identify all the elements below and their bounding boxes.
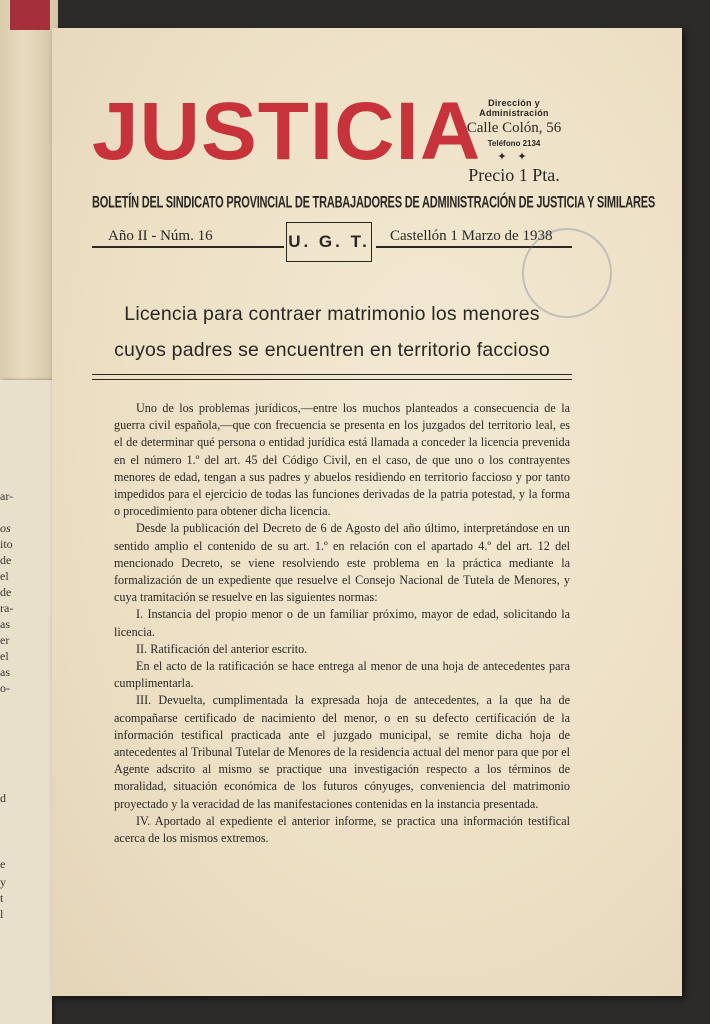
left-fragment: as: [0, 665, 10, 679]
left-fragment: el: [0, 569, 9, 583]
paragraph: III. Devuelta, cumplimentada la expresada hoja de antecedentes, a la que ha de acompañarse certificado de nacimiento del menor, o en su defecto certificación de la información testifical practicada ante el juzgado municipal, se remite dicha hoja de antecedentes al Tribunal Tutelar de Menores de la residencia actual del menor para que por el Agente adscrito al mismo se practique una investigación respecto a los términos de moralidad, situación económica de los futuros cónyuges, conveniencia del matrimonio proyectado y la veracidad de las manifestaciones contenidas en la instancia presentada.: [114, 693, 570, 811]
left-fragment: ar-: [0, 489, 14, 503]
paragraph: II. Ratificación del anterior escrito.: [136, 641, 308, 656]
phone: Teléfono 2134: [487, 139, 541, 148]
left-fragment: os: [0, 521, 11, 535]
paragraph: Uno de los problemas jurídicos,—entre los muchos planteados a consecuencia de la guerra civil española,—que con frecuencia se presenta en los juzgados del territorio leal, es el de determinar qué persona o entidad jurídica está llamada a conceder la licencia prevenida en el número 1.º del art. 45 del Código Civil, en el caso, de que uno o los contrayentes menores de edad, tengan a sus padres y abuelos residiendo en territorio faccioso y por tanto impedidos para el ejercicio de todas las funciones derivadas de la patria potestad, y la forma o procedimiento para obtener dicha licencia.: [114, 401, 570, 519]
left-fragment: d: [0, 791, 6, 805]
place-date: Castellón 1 Marzo de 1938: [390, 228, 553, 244]
union-box: U. G. T.: [286, 222, 372, 262]
left-fragment: ito: [0, 537, 13, 551]
double-rule: [92, 374, 572, 380]
article-title-line-1: Licencia para contraer matrimonio los menores: [124, 303, 540, 325]
ornament: ✦ ✦: [497, 151, 531, 163]
left-fragment: e: [0, 857, 6, 871]
left-fragment: ra-: [0, 601, 14, 615]
admin-block: [454, 98, 574, 186]
admin-label: Dirección y Administración: [479, 98, 549, 118]
left-fragment: er: [0, 633, 10, 647]
article-body: [114, 400, 570, 847]
left-fragment: as: [0, 617, 10, 631]
left-fragment: o-: [0, 681, 10, 695]
price: Precio 1 Pta.: [468, 165, 560, 185]
left-fragment: de: [0, 553, 12, 567]
left-fragment: l: [0, 907, 4, 921]
newspaper-page: [52, 28, 682, 996]
paragraph: Desde la publicación del Decreto de 6 de Agosto del año último, interpretándose en un sentido amplio el contenido de su art. 1.º en relación con el apartado 4.º del art. 12 del mencionado Decreto, se viene resolviendo este problema en la práctica mediante la formalización de un expediente que resuelve el Consejo Nacional de Tutela de Menores, y cuya tramitación se resuelve en las siguientes normas:: [114, 521, 570, 605]
rule-left: [92, 246, 284, 248]
left-fragment: y: [0, 875, 6, 889]
left-fragment: el: [0, 649, 9, 663]
issue-number: Año II - Núm. 16: [108, 228, 213, 244]
spine-tab: [10, 0, 50, 30]
left-page-edge: [0, 380, 52, 1024]
address: Calle Colón, 56: [466, 120, 562, 136]
left-fragment: de: [0, 585, 12, 599]
left-fragment: t: [0, 891, 4, 905]
paragraph: En el acto de la ratificación se hace entrega al menor de una hoja de antecedentes para cumplimentarla.: [114, 659, 570, 691]
paragraph: IV. Aportado al expediente el anterior informe, se practica una información testifical acerca de los mismos extremos.: [114, 813, 570, 846]
masthead-title: JUSTICIA: [92, 86, 482, 177]
paragraph: I. Instancia del propio menor o de un familiar próximo, mayor de edad, solicitando la licencia.: [114, 607, 570, 639]
book-binding: [0, 0, 58, 380]
article-title: [92, 296, 572, 368]
article-title-line-2: cuyos padres se encuentren en territorio faccioso: [114, 339, 550, 361]
bulletin-subtitle: BOLETÍN DEL SINDICATO PROVINCIAL DE TRABAJADORES DE ADMINISTRACIÓN DE JUSTICIA Y SIMILARES: [92, 194, 656, 212]
